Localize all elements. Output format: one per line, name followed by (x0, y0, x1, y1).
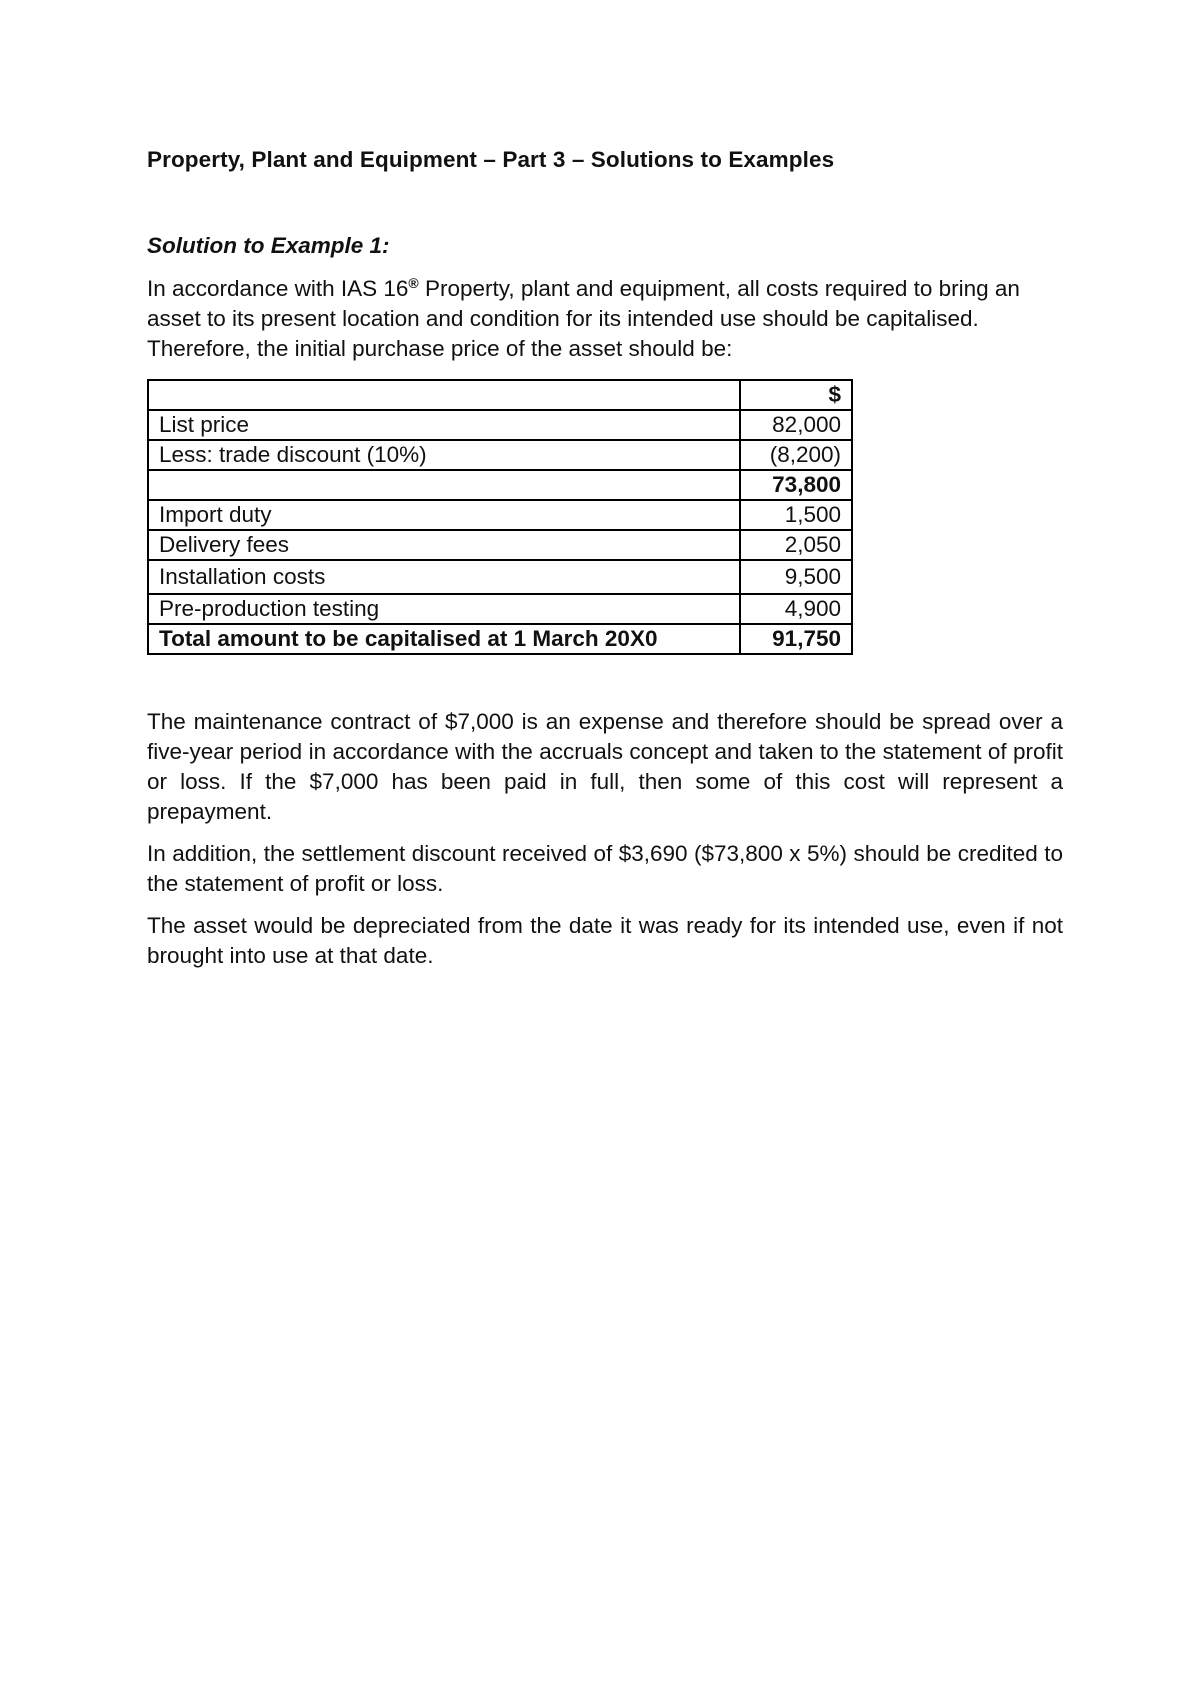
document-page (147, 140, 1063, 971)
row-amount: 1,500 (740, 500, 852, 530)
section-heading: Solution to Example 1: (147, 233, 390, 258)
row-label: Less: trade discount (10%) (148, 440, 740, 470)
row-amount: (8,200) (740, 440, 852, 470)
row-label (148, 470, 740, 500)
table-total-row (148, 624, 852, 654)
depreciation-paragraph: The asset would be depreciated from the date it was ready for its intended use, even if not brought into use at that date. (147, 913, 1063, 968)
table-header-label (148, 380, 740, 410)
row-amount: 9,500 (740, 560, 852, 594)
table-row (148, 594, 852, 624)
row-label: Delivery fees (148, 530, 740, 560)
row-amount: 2,050 (740, 530, 852, 560)
row-amount: 4,900 (740, 594, 852, 624)
row-label: Pre-production testing (148, 594, 740, 624)
row-amount: 73,800 (740, 470, 852, 500)
table-row (148, 560, 852, 594)
row-label: Import duty (148, 500, 740, 530)
row-amount: 82,000 (740, 410, 852, 440)
table-subtotal-row (148, 470, 852, 500)
table-header-currency: $ (740, 380, 852, 410)
maintenance-paragraph: The maintenance contract of $7,000 is an expense and therefore should be spread over a five-year period in accordance with the accruals concept and taken to the statement of profit or loss. If the $7,000 has been paid in full, then some of this cost will represent a prepayment. (147, 709, 1063, 824)
row-label: List price (148, 410, 740, 440)
row-label: Total amount to be capitalised at 1 March 20X0 (148, 624, 740, 654)
cost-table (147, 379, 853, 655)
table-row (148, 440, 852, 470)
table-row (148, 500, 852, 530)
row-amount: 91,750 (740, 624, 852, 654)
settlement-discount-paragraph: In addition, the settlement discount received of $3,690 ($73,800 x 5%) should be credited to the statement of profit or loss. (147, 841, 1063, 896)
intro-text-start: In accordance with IAS 16 (147, 276, 409, 301)
table-row (148, 410, 852, 440)
intro-paragraph (147, 274, 1063, 364)
table-header-row (148, 380, 852, 410)
document-title: Property, Plant and Equipment – Part 3 – Solutions to Examples (147, 147, 835, 172)
registered-mark: ® (408, 275, 419, 291)
intro-text-end: Property, plant and equipment, all costs required to bring an asset to its present location and condition for its intended use should be capitalised. Therefore, the initial purchase price of the asset should be: (147, 276, 1020, 361)
row-label: Installation costs (148, 560, 740, 594)
table-row (148, 530, 852, 560)
